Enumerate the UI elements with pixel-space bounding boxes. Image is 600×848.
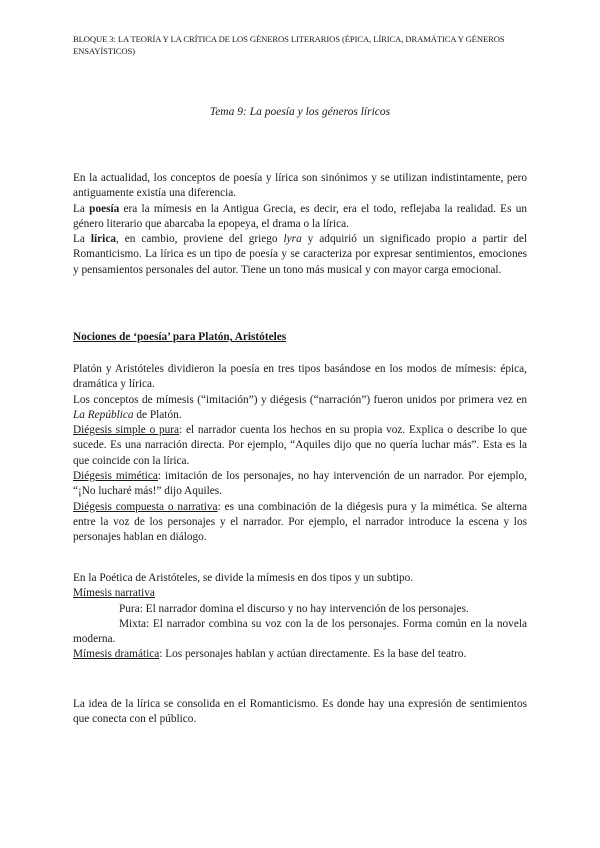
text-run: : imitación de los personajes, no hay intervención de un narrador. Por ejemplo, “¡No lucharé más!” dijo Aquiles.: [73, 470, 527, 498]
text-run: : es una combinación de la diégesis pura y la mimética. Se alterna entre la voz de los personajes y el narrador. Por ejemplo, el narrador introduce la escena y los personajes hablan en diálogo.: [73, 500, 527, 544]
mimesis-dramatica: [73, 647, 527, 662]
text-run: Mixta: El narrador combina su voz con la de los personajes. Forma común en la novela moderna.: [73, 617, 527, 646]
term-diegesis-compuesta: Diégesis compuesta o narrativa: [73, 500, 218, 513]
diegesis-mimetica: [73, 469, 527, 500]
term-mimesis-narrativa: Mímesis narrativa: [73, 587, 155, 600]
text-run: Los conceptos de mímesis (“imitación”) y diégesis (“narración”) fueron unidos por primera vez en: [73, 393, 527, 406]
term-lirica: lírica: [90, 233, 116, 246]
platon-paragraph-2: [73, 393, 527, 424]
intro-paragraph-2: [73, 202, 527, 233]
page-title: [0, 106, 600, 118]
term-diegesis-simple: Diégesis simple o pura: [73, 424, 180, 437]
section-heading: Nociones de ‘poesía’ para Platón, Aristóteles: [73, 331, 287, 343]
text-run: La: [73, 202, 90, 215]
text-run: : Los personajes hablan y actúan directamente. Es la base del teatro.: [159, 648, 467, 661]
aristoteles-section: [73, 571, 527, 663]
text-run: : el narrador cuenta los hechos en su propia voz. Explica o describe lo que sucede. Es una narración directa. Por ejemplo, “Aquiles dijo que no quería luchar más”. Esta es la que coincide con la lírica.: [73, 424, 527, 467]
closing-section: [73, 697, 527, 728]
text-run: , en cambio, proviene del griego: [115, 233, 284, 246]
text-run: y adquirió un significado propio a partir del Romanticismo. La lírica es un tipo de poesía y se caracteriza por expresar sentimientos, emociones y pensamientos personales del autor. Tiene un tono más musical y con mayor carga emocional.: [73, 233, 527, 276]
mimesis-pura: Pura: El narrador domina el discurso y no hay intervención de los personajes.: [119, 602, 469, 615]
title-text: Tema 9: La poesía y los géneros líricos: [209, 106, 391, 118]
platon-paragraph-1: Platón y Aristóteles dividieron la poesía en tres tipos basándose en los modos de mímesis: épica, dramática y lírica.: [73, 363, 527, 391]
mimesis-mixta: [73, 617, 527, 648]
mimesis-narrativa-heading: [73, 586, 527, 601]
term-poesia: poesía: [89, 202, 120, 215]
term-mimesis-dramatica: Mímesis dramática: [73, 648, 160, 661]
term-lyra: lyra: [283, 233, 302, 246]
platon-section: [73, 362, 527, 546]
text-run: era la mímesis en la Antigua Grecia, es decir, era el todo, reflejaba la realidad. Es un género literario que abarcaba la epopeya, el drama o la lírica.: [73, 202, 527, 230]
closing-paragraph: La idea de la lírica se consolida en el Romanticismo. Es donde hay una expresión de sentimientos que conecta con el público.: [73, 698, 527, 726]
work-title: La República: [73, 408, 134, 421]
text-run: La: [73, 233, 91, 246]
aristoteles-paragraph-1: En la Poética de Aristóteles, se divide la mímesis en dos tipos y un subtipo.: [73, 572, 414, 584]
intro-section: [73, 171, 527, 278]
page-header: BLOQUE 3: LA TEORÍA Y LA CRÍTICA DE LOS GÉNEROS LITERARIOS (ÉPICA, LÍRICA, DRAMÁTICA Y GÉNEROS ENSAYÍSTICOS): [73, 34, 505, 56]
diegesis-simple: [73, 423, 527, 469]
term-diegesis-mimetica: Diégesis mimética: [73, 470, 158, 483]
text-run: de Platón.: [133, 408, 182, 421]
diegesis-compuesta: [73, 500, 527, 546]
intro-paragraph-1: En la actualidad, los conceptos de poesía y lírica son sinónimos y se utilizan indistintamente, pero antiguamente existía una diferencia.: [73, 172, 527, 200]
intro-paragraph-3: [73, 232, 527, 278]
